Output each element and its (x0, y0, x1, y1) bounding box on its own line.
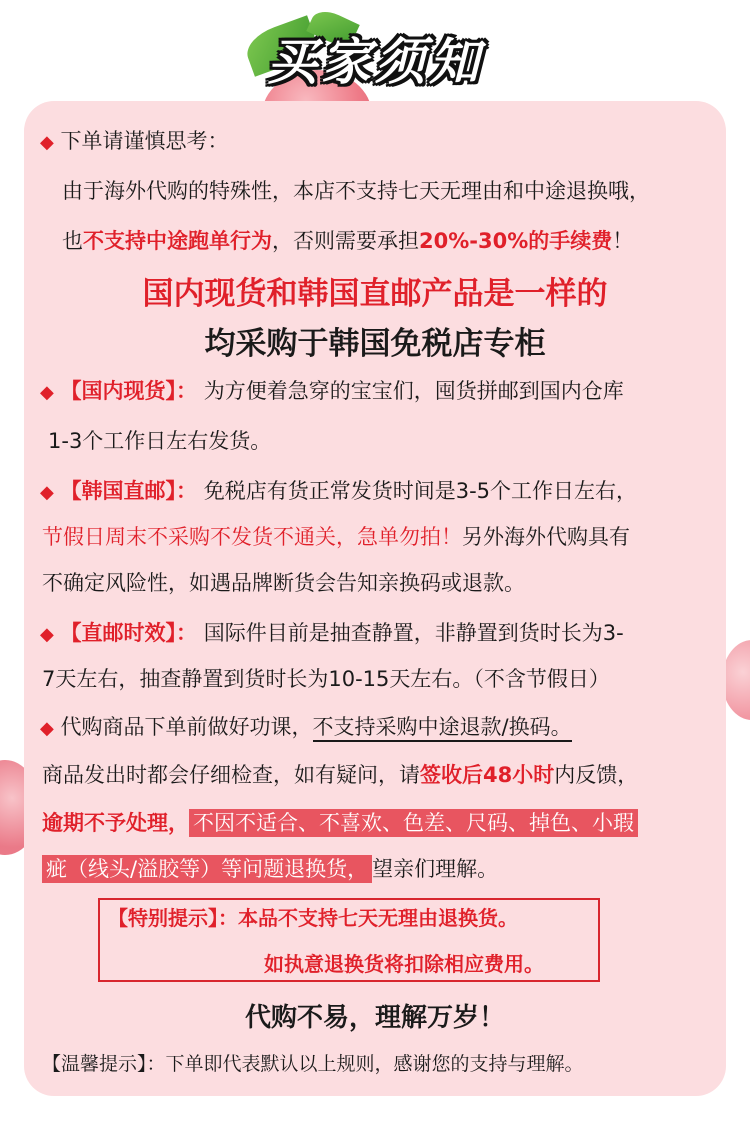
inspect-red-d: 逾期不予处理， (42, 811, 189, 835)
bullet-icon: ◆ (40, 624, 54, 645)
inspect-highlight-e: 不因不适合、不喜欢、色差、尺码、掉色、小瑕 (189, 809, 638, 837)
headline-line2: 均采购于韩国免税店专柜 (204, 326, 546, 362)
inspect-text-a: 商品发出时都会仔细检查，如有疑问，请 (42, 763, 420, 787)
domestic-text2: 1-3个工作日左右发货。 (48, 429, 272, 453)
korea-row2 (0, 522, 750, 552)
inspect-highlight-f: 疵（线头/溢胶等）等问题退换货， (42, 855, 372, 883)
domestic-row1 (0, 376, 750, 408)
homework-row (0, 712, 750, 744)
timing-row1 (0, 618, 750, 650)
page-title: 买家须知 (267, 33, 483, 91)
inspect-text-g: 望亲们理解。 (372, 857, 499, 881)
korea-red2: 节假日周末不采购不发货不通关，急单勿拍！ (42, 525, 462, 549)
korea-tag: 【韩国直邮】： (60, 479, 198, 503)
korea-text1: 免税店有货正常发货时间是3-5个工作日左右， (203, 479, 638, 503)
red-text: 不支持中途跑单行为 (83, 229, 272, 253)
korea-text3: 不确定风险性，如遇品牌断货会告知亲换码或退款。 (42, 571, 525, 595)
timing-tag: 【直邮时效】： (60, 621, 198, 645)
inspect-text-c: 内反馈， (554, 763, 639, 787)
special-line1: 【特别提示】：本品不支持七天无理由退换货。 (108, 906, 518, 930)
ending-slogan: 代购不易，理解万岁！ (244, 1003, 505, 1033)
text: 也 (62, 229, 83, 253)
footer-tip: 【温馨提示】：下单即代表默认以上规则，感谢您的支持与理解。 (42, 1053, 584, 1075)
korea-text2: 另外海外代购具有 (462, 525, 630, 549)
bullet-icon: ◆ (40, 718, 54, 739)
section1-heading: 下单请谨慎思考： (60, 129, 229, 153)
domestic-tag: 【国内现货】： (60, 379, 198, 403)
headline-line1: 国内现货和韩国直邮产品是一样的 (142, 276, 608, 312)
section1-heading-row (0, 126, 750, 158)
inspect-row2 (0, 808, 750, 838)
section1-line1: 由于海外代购的特殊性，本店不支持七天无理由和中途退换哦， (62, 179, 650, 203)
inspect-row1 (0, 760, 750, 790)
korea-row1 (0, 476, 750, 508)
timing-text1: 国际件目前是抽查静置，非静置到货时长为3- (203, 621, 624, 645)
inspect-row3 (0, 854, 750, 884)
text: ！ (612, 229, 634, 253)
red-text: 20%-30%的手续费 (419, 229, 613, 253)
timing-text2: 7天左右，抽查静置到货时长为10-15天左右。（不含节假日） (42, 667, 610, 691)
homework-text-b: 不支持采购中途退款/换码。 (313, 715, 572, 742)
text: ，否则需要承担 (272, 229, 419, 253)
homework-text-a: 代购商品下单前做好功课， (60, 715, 313, 739)
section1-line2 (0, 226, 750, 256)
bullet-icon: ◆ (40, 482, 54, 503)
domestic-text1: 为方便着急穿的宝宝们，囤货拼邮到国内仓库 (203, 379, 624, 403)
bullet-icon: ◆ (40, 382, 54, 403)
bullet-icon: ◆ (40, 132, 54, 153)
inspect-red-b: 签收后48小时 (420, 763, 555, 787)
special-line2: 如执意退换货将扣除相应费用。 (264, 952, 544, 976)
